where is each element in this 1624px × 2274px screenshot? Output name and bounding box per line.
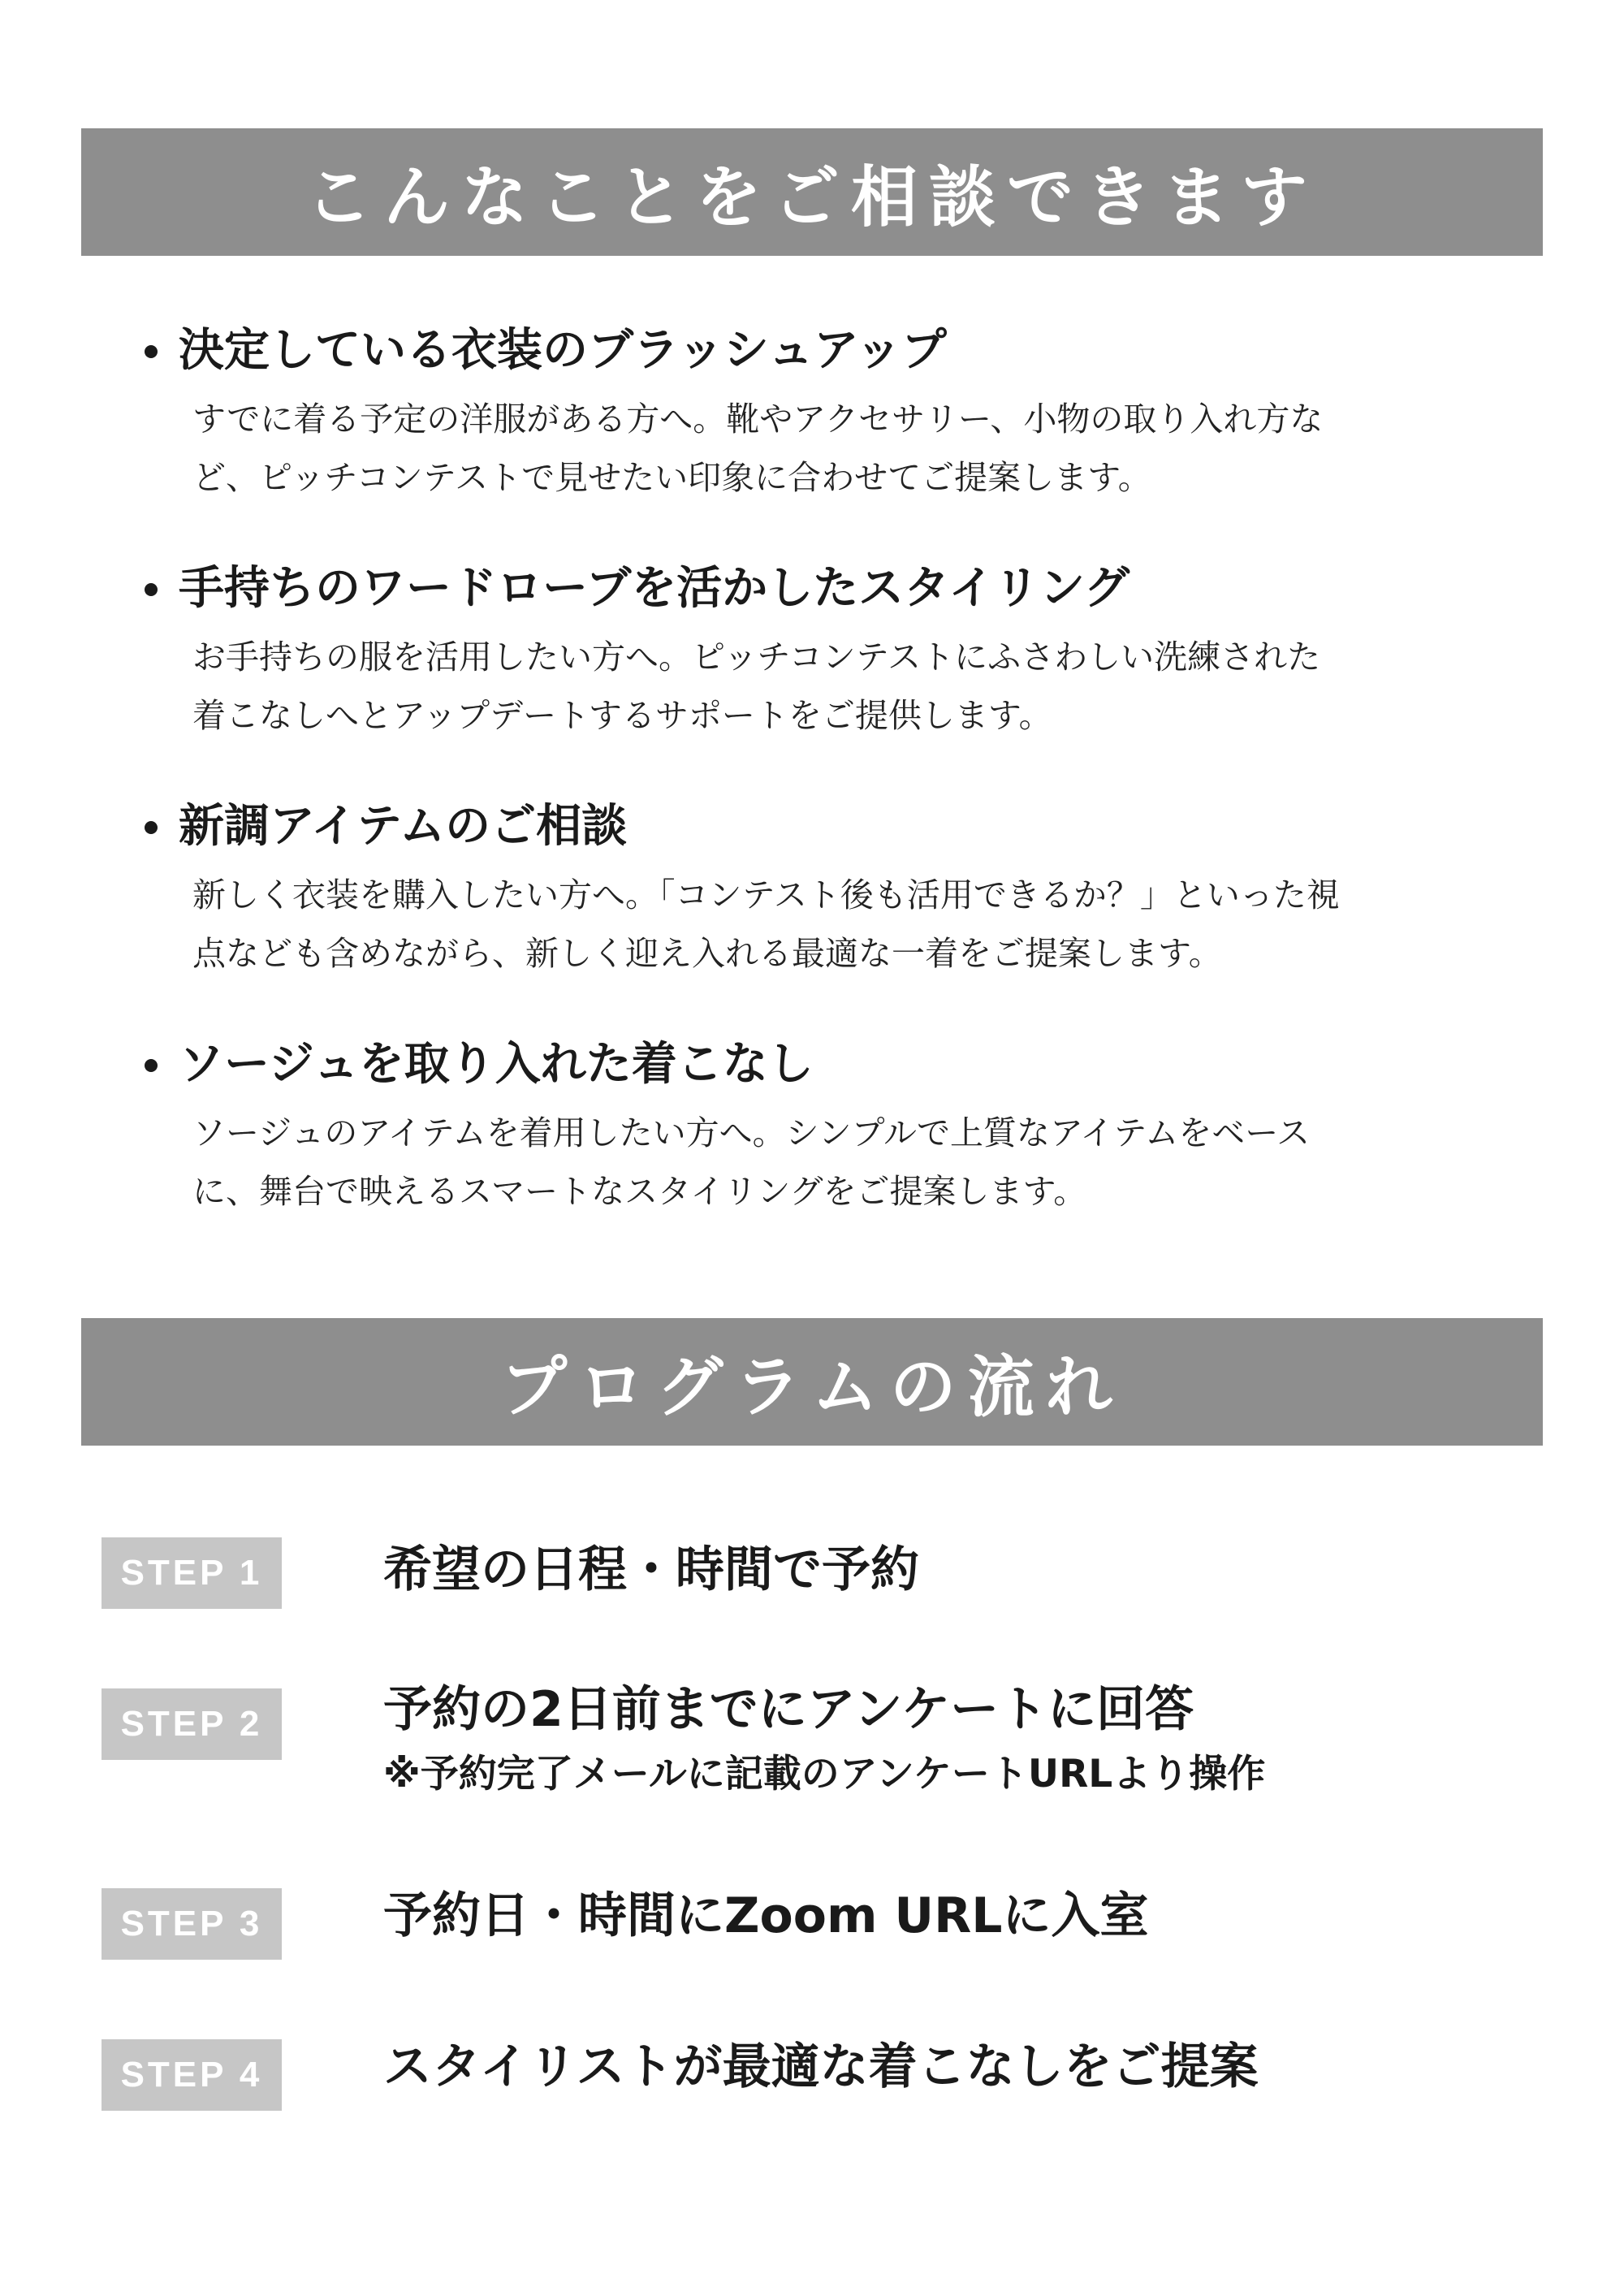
description-line: ど、ピッチコンテストで見せたい印象に合わせてご提案します。: [192, 458, 1151, 497]
description-line: すでに着る予定の洋服がある方へ。靴やアクセサリー、小物の取り入れ方な: [192, 400, 1324, 439]
consultation-item-title: 決定している衣装のブラッシュアップ: [179, 324, 947, 377]
consultation-item: [138, 791, 1535, 1029]
consultation-list: [138, 315, 1535, 1267]
bullet-icon: [145, 583, 158, 596]
consultation-item-description: [138, 625, 1535, 745]
consultation-item-description: [138, 1100, 1535, 1221]
consultation-item-title: 新調アイテムのご相談: [179, 800, 628, 853]
consultation-item-title-row: [138, 791, 1535, 862]
step-badge: STEP 3: [102, 1888, 282, 1960]
description-line: お手持ちの服を活用したい方へ。ピッチコンテストにふさわしい洗練された: [192, 638, 1321, 677]
step-title: 予約日・時間にZoom URLに入室: [383, 1887, 1149, 1944]
consultation-item: [138, 1029, 1535, 1267]
consultation-item-title: ソージュを取り入れた着こなし: [179, 1038, 814, 1091]
consultation-item: [138, 553, 1535, 791]
consultation-heading: こんなことをご相談できます: [81, 128, 1543, 256]
step-title: スタイリストが最適な着こなしをご提案: [383, 2038, 1259, 2095]
bullet-icon: [145, 345, 158, 358]
program-heading: プログラムの流れ: [81, 1318, 1543, 1446]
consultation-item-title-row: [138, 1029, 1535, 1100]
step-title: 予約の2日前までにアンケートに回答: [383, 1681, 1194, 1738]
description-line: 新しく衣装を購入したい方へ。「コンテスト後も活用できるか？」といった視: [192, 875, 1340, 914]
description-line: に、舞台で映えるスマートなスタイリングをご提案します。: [192, 1172, 1087, 1211]
step-badge: STEP 2: [102, 1688, 282, 1760]
step-note: ※予約完了メールに記載のアンケートURLより操作: [383, 1752, 1266, 1796]
consultation-item: [138, 315, 1535, 553]
description-line: ソージュのアイテムを着用したい方へ。シンプルで上質なアイテムをベース: [192, 1113, 1311, 1152]
consultation-item-description: [138, 862, 1535, 983]
bullet-icon: [145, 821, 158, 834]
description-line: 着こなしへとアップデートするサポートをご提供します。: [192, 696, 1052, 735]
step-title: 希望の日程・時間で予約: [383, 1541, 919, 1598]
bullet-icon: [145, 1059, 158, 1072]
consultation-item-title: 手持ちのワードローブを活かしたスタイリング: [179, 562, 1129, 615]
step-badge: STEP 1: [102, 1537, 282, 1609]
consultation-item-title-row: [138, 553, 1535, 625]
consultation-item-title-row: [138, 315, 1535, 387]
description-line: 点なども含めながら、新しく迎え入れる最適な一着をご提案します。: [192, 934, 1222, 973]
step-badge: STEP 4: [102, 2039, 282, 2111]
consultation-item-description: [138, 387, 1535, 507]
